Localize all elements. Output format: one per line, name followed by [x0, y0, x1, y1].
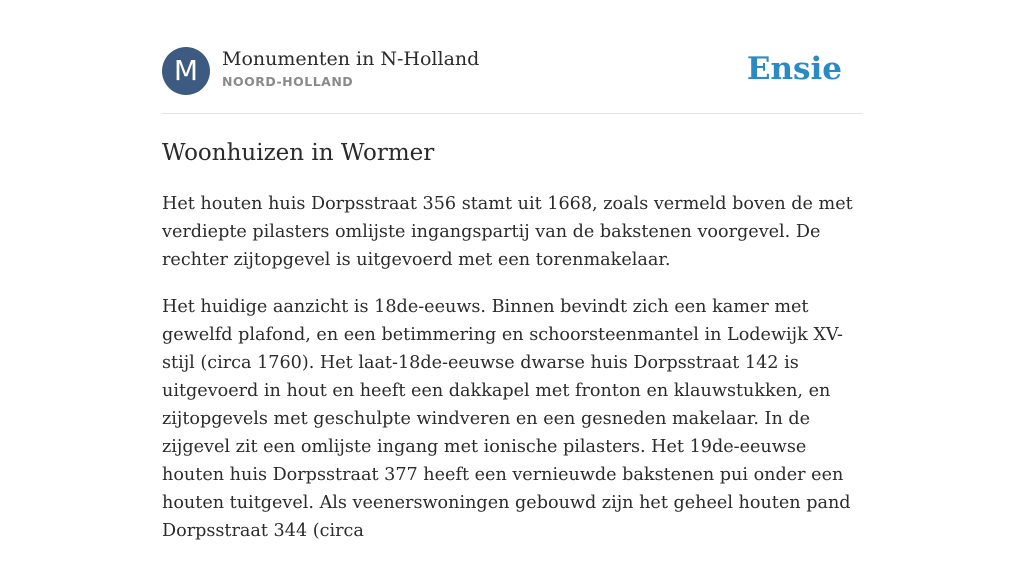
- header: [162, 47, 862, 95]
- brand-logo[interactable]: Ensie: [746, 51, 842, 87]
- avatar[interactable]: M: [162, 47, 210, 95]
- author-name[interactable]: Monumenten in N-Holland: [222, 48, 480, 70]
- article-body: [162, 190, 862, 564]
- region-label[interactable]: NOORD-HOLLAND: [222, 74, 354, 89]
- paragraph: Het huidige aanzicht is 18de-eeuws. Binnen bevindt zich een kamer met gewelfd plafond, en een betimmering en schoorsteenmantel in Lodewijk XV-stijl (circa 1760). Het laat-18de-eeuwse dwarse huis Dorpsstraat 142 is uitgevoerd in hout en heeft een dakkapel met fronton en klauwstukken, en zijtopgevels met geschulpte windveren en een gesneden makelaar. In de zijgevel zit een omlijste ingang met ionische pilasters. Het 19de-eeuwse houten huis Dorpsstraat 377 heeft een vernieuwde bakstenen pui onder een houten tuitgevel. Als veenerswoningen gebouwd zijn het geheel houten pand Dorpsstraat 344 (circa: [162, 297, 851, 541]
- article-title: Woonhuizen in Wormer: [162, 140, 435, 166]
- paragraph: Het houten huis Dorpsstraat 356 stamt uit 1668, zoals vermeld boven de met verdiepte pilasters omlijste ingangspartij van de bakstenen voorgevel. De rechter zijtopgevel is uitgevoerd met een torenmakelaar.: [162, 194, 853, 270]
- divider: [162, 113, 862, 114]
